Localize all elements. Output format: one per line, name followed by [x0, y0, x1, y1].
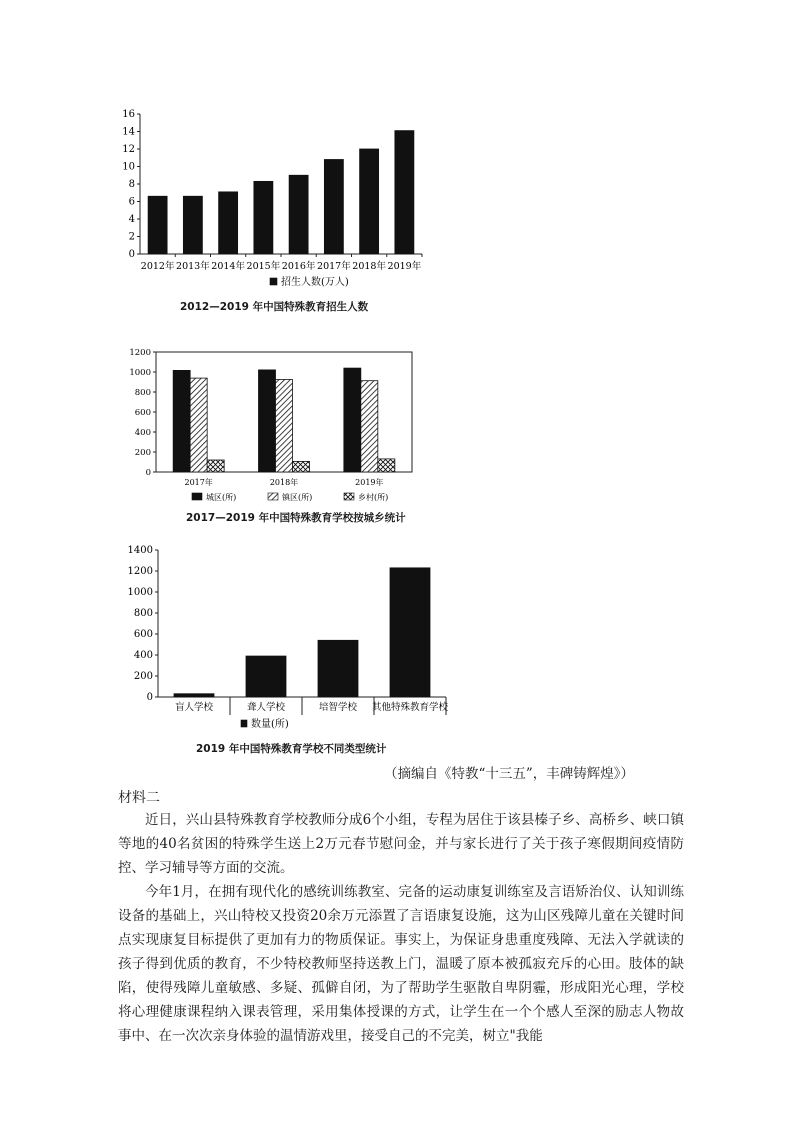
- x-tick-label: 2017年: [184, 478, 213, 487]
- x-tick-label: 2015年: [246, 261, 281, 272]
- urban-rural-bar-chart: [118, 342, 418, 507]
- y-tick-label: 200: [134, 448, 151, 458]
- enrollment-bar-chart: [110, 100, 430, 300]
- bar: [183, 196, 202, 254]
- legend-swatch: [270, 278, 277, 285]
- bar: [219, 192, 238, 254]
- y-tick-label: 16: [122, 109, 135, 120]
- y-tick-label: 200: [133, 671, 153, 682]
- y-tick-label: 12: [122, 144, 135, 155]
- y-tick-label: 1000: [127, 587, 153, 598]
- y-tick-label: 1000: [129, 368, 151, 378]
- x-tick-label: 盲人学校: [174, 702, 214, 713]
- legend-swatch: [241, 720, 247, 727]
- y-tick-label: 1200: [127, 566, 153, 577]
- x-tick-label: 2018年: [352, 261, 386, 272]
- y-tick-label: 8: [128, 179, 135, 190]
- bar: [207, 460, 224, 472]
- x-tick-label: 聋人学校: [246, 702, 286, 713]
- bar: [318, 640, 358, 697]
- bar: [378, 459, 395, 472]
- paragraph: 近日，兴山县特殊教育学校教师分成6个小组，专程为居住于该县榛子乡、高桥乡、峡口镇等地的40名贫困的特殊学生送上2万元春节慰问金，并与家长进行了关于孩子寒假期间疫情防控、学习辅导等方面的交流。: [118, 812, 684, 876]
- legend-swatch: [268, 493, 278, 500]
- bar: [254, 181, 273, 254]
- bar: [395, 131, 414, 254]
- y-tick-label: 1400: [127, 545, 153, 556]
- x-tick-label: 2016年: [281, 261, 316, 272]
- school-type-bar-chart: [118, 540, 458, 736]
- y-tick-label: 10: [122, 161, 135, 173]
- y-tick-label: 1200: [129, 348, 151, 358]
- legend-label: 数量(所): [251, 719, 289, 730]
- x-tick-label: 培智学校: [318, 702, 358, 713]
- legend-label: 乡村(所): [358, 493, 389, 502]
- bar: [259, 370, 276, 472]
- x-tick-label: 2017年: [317, 261, 351, 272]
- bar: [174, 694, 214, 697]
- bar: [148, 196, 167, 254]
- x-tick-label: 2014年: [211, 261, 245, 272]
- y-tick-label: 14: [122, 126, 135, 138]
- bar: [276, 380, 293, 473]
- bar: [173, 370, 190, 472]
- bar: [289, 175, 308, 254]
- bar: [324, 160, 343, 255]
- chart3-title: 2019 年中国特殊教育学校不同类型统计: [196, 743, 387, 755]
- bar: [360, 149, 379, 254]
- y-tick-label: 2: [128, 231, 135, 243]
- x-tick-label: 其他特殊教育学校: [371, 702, 449, 713]
- y-tick-label: 800: [133, 608, 153, 619]
- paragraph: 今年1月，在拥有现代化的感统训练教室、完备的运动康复训练室及言语矫治仪、认知训练设备的基础上，兴山特校又投资20余万元添置了言语康复设施，这为山区残障儿童在关键时间点实现康复目标提供了更加有力的物质保证。事实上，为保证身患重度残障、无法入学就读的孩子得到优质的教育，不少特校教师坚持送教上门，温暖了原本被孤寂充斥的心田。肢体的缺陷，使得残障儿童敏感、多疑、孤僻自闭，为了帮助学生驱散自卑阴霾，形成阳光心理，学校将心理健康课程纳入课表管理，采用集体授课的方式，让学生在一个个感人至深的励志人物故事中、在一次次亲身体验的温情游戏里，接受自己的不完美，树立"我能: [118, 884, 684, 1044]
- y-tick-label: 400: [133, 650, 153, 661]
- y-tick-label: 600: [134, 408, 151, 418]
- legend-label: 招生人数(万人): [281, 277, 349, 288]
- chart2-title: 2017—2019 年中国特殊教育学校按城乡统计: [186, 512, 406, 524]
- x-tick-label: 2018年: [269, 478, 299, 487]
- legend-swatch: [344, 493, 354, 500]
- y-tick-label: 0: [128, 249, 135, 260]
- x-tick-label: 2012年: [140, 261, 175, 272]
- legend-label: 镇区(所): [282, 493, 313, 502]
- bar: [190, 378, 207, 472]
- source-note: （摘编自《特教“十三五”，丰碑铸辉煌》）: [384, 766, 635, 782]
- y-tick-label: 4: [128, 214, 135, 225]
- legend-label: 城区(所): [206, 493, 237, 502]
- chart1-title: 2012—2019 年中国特殊教育招生人数: [180, 301, 369, 313]
- x-tick-label: 2019年: [355, 478, 384, 487]
- y-tick-label: 800: [134, 388, 151, 398]
- bar: [293, 461, 310, 472]
- y-tick-label: 0: [145, 468, 151, 478]
- y-tick-label: 0: [146, 692, 153, 703]
- bar: [246, 656, 286, 697]
- bar: [361, 381, 378, 472]
- legend-swatch: [192, 493, 202, 500]
- x-tick-label: 2013年: [176, 261, 210, 272]
- y-tick-label: 6: [128, 196, 135, 208]
- y-tick-label: 400: [134, 428, 151, 438]
- y-tick-label: 600: [133, 629, 153, 640]
- x-tick-label: 2019年: [387, 261, 422, 272]
- bar: [390, 568, 430, 697]
- bar: [344, 368, 361, 472]
- article-body: [118, 808, 684, 1048]
- material-label: 材料二: [118, 790, 160, 806]
